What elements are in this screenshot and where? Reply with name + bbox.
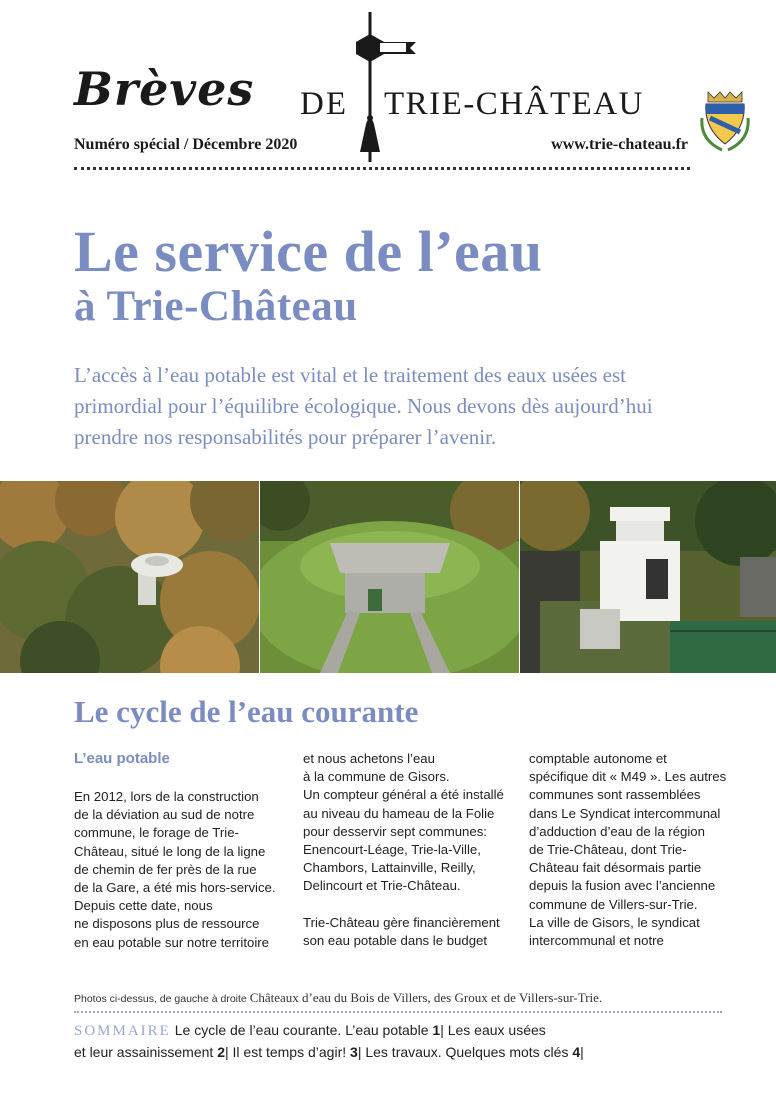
column-1	[74, 750, 284, 952]
photo-villers-sur-trie	[520, 481, 776, 673]
column-3-paragraph-2: La ville de Gisors, le syndicat intercommunal et notre	[529, 914, 700, 949]
column-2	[303, 750, 513, 950]
page-subtitle: à Trie-Château	[74, 283, 358, 330]
column-1-paragraph-2: Depuis cette date, nous ne disposons plus de ressource en eau potable sur notre territoire	[74, 898, 269, 950]
sommaire-divider	[74, 1011, 722, 1013]
column-3-paragraph-1: comptable autonome et spécifique dit « M49 ». Les autres communes sont rassemblées dans Le Syndicat intercommunal d’adduction d’eau de la région de Trie-Château, dont Trie- Château fait désormais partie depuis la fusion avec l’ancienne commune de Villers-sur-Trie.	[529, 751, 727, 912]
toc-item-1[interactable]: Le cycle de l’eau courante. L’eau potable 1|	[170, 1022, 444, 1038]
caption-prefix: Photos ci-dessus, de gauche à droite	[74, 993, 250, 1005]
column-3	[529, 750, 739, 950]
lead-paragraph: L’accès à l’eau potable est vital et le traitement des eaux usées est primordial pour l’équilibre écologique. Nous devons dès aujourd’hui prendre nos responsabilités pour préparer l’avenir.	[74, 363, 653, 449]
brand-breves: Brèves	[74, 62, 255, 116]
table-of-contents	[74, 1020, 694, 1063]
subsection-heading: L’eau potable	[74, 750, 170, 767]
website-link[interactable]: www.trie-chateau.fr	[551, 136, 688, 153]
photo-groux	[260, 481, 519, 673]
brand-de: DE	[300, 86, 348, 122]
masthead	[0, 0, 776, 180]
photo-strip	[0, 481, 776, 673]
caption-places: Châteaux d’eau du Bois de Villers, des Groux et de Villers-sur-Trie.	[249, 990, 603, 1005]
toc-item-4[interactable]: Les travaux. Quelques mots clés 4|	[361, 1044, 584, 1060]
page-title: Le service de l’eau	[74, 219, 543, 284]
photo-bois-de-villers	[0, 481, 259, 673]
brand-town: TRIE-CHÂTEAU	[384, 86, 644, 122]
sommaire-label: SOMMAIRE	[74, 1023, 171, 1039]
column-1-paragraph-1: En 2012, lors de la construction de la déviation au sud de notre commune, le forage de Trie- Château, situé le long de la ligne de chemin de fer près de la rue de la Gare, a été mis hors-service.	[74, 789, 276, 896]
toc-item-3[interactable]: Il est temps d’agir! 3|	[228, 1044, 362, 1060]
masthead-divider	[74, 167, 690, 170]
issue-label: Numéro spécial / Décembre 2020	[74, 136, 298, 153]
section-title: Le cycle de l’eau courante	[74, 694, 419, 729]
column-2-paragraph-1: et nous achetons l’eau à la commune de Gisors. Un compteur général a été installé au niveau du hameau de la Folie pour desservir sept communes: Enencourt-Léage, Trie-la-Ville, Chambors, Lattainville, Reilly, Delincourt et Trie-Château.	[303, 751, 504, 894]
toc-item-2[interactable]: Les eaux usées et leur assainissement 2|	[74, 1022, 546, 1060]
town-crest-icon	[700, 88, 750, 152]
column-2-paragraph-2: Trie-Château gère financièrement son eau potable dans le budget	[303, 914, 500, 948]
photo-caption	[74, 990, 602, 1006]
